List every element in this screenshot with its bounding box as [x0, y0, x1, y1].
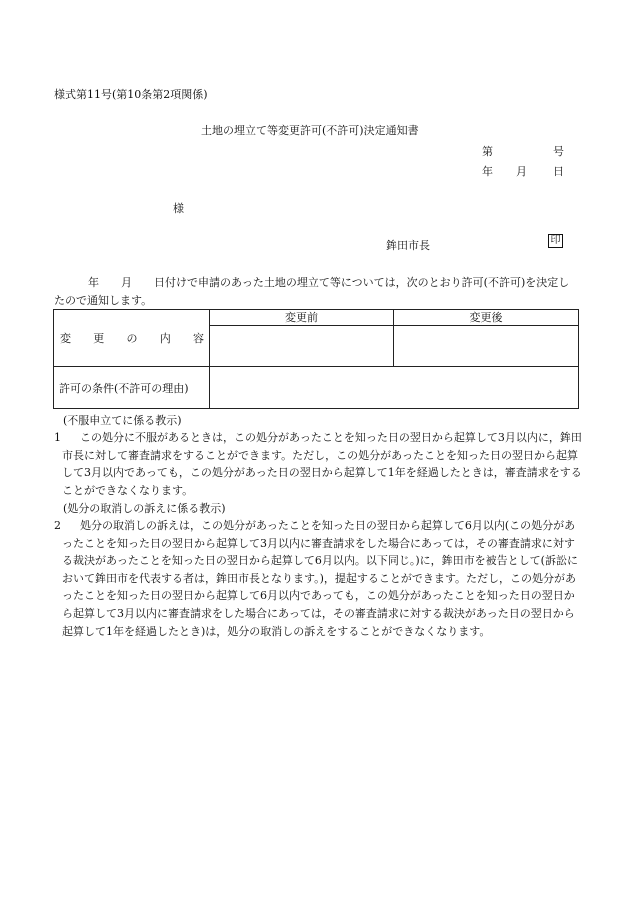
conditions-value-cell: [210, 367, 579, 409]
conditions-label-cell: [54, 367, 210, 409]
content-label-char: の: [126, 332, 138, 345]
item-number: 1: [54, 431, 61, 444]
body-paragraph: [54, 274, 579, 309]
date-day-label: 日: [553, 165, 564, 178]
body-year-label: 年: [88, 276, 99, 289]
instruction-item-2: [54, 517, 582, 640]
document-title: 土地の埋立て等変更許可(不許可)決定通知書: [201, 124, 419, 137]
content-label-char: 変: [60, 332, 71, 345]
date-year-label: 年: [482, 165, 493, 178]
content-label-char: 更: [93, 332, 105, 345]
number-suffix: 号: [553, 145, 564, 158]
body-month-label: 月: [121, 276, 132, 289]
content-label: [54, 330, 209, 346]
after-value-cell: [394, 326, 579, 367]
content-label-char: 容: [193, 332, 204, 345]
number-prefix: 第: [482, 145, 493, 158]
date-month-label: 月: [516, 165, 527, 178]
instruction-item-1: [54, 429, 582, 499]
item-text: この処分に不服があるときは，この処分があったことを知った日の翌日から起算して3月以内に，鉾田市長に対して審査請求をすることができます。ただし，この処分があったことを知った日の翌日から起算して3月以内であっても，この処分があった日の翌日から起算して1年を経過したときは，審査請求をすることができなくなります。: [62, 431, 582, 497]
after-header: 変更後: [394, 310, 579, 326]
conditions-label: 許可の条件(不許可の理由): [59, 381, 189, 395]
revocation-heading: (処分の取消しの訴えに係る教示): [63, 502, 226, 515]
seal-mark: 印: [548, 234, 563, 248]
before-header: 変更前: [210, 310, 394, 326]
before-value-cell: [210, 326, 394, 367]
item-text: 処分の取消しの訴えは，この処分があったことを知った日の翌日から起算して6月以内(この処分があったことを知った日の翌日から起算して3月以内に審査請求をした場合にあっては，その審査請求に対する裁決があったことを知った日の翌日から起算して6月以内。以下同じ。)に，鉾田市を被告として(訴訟において鉾田市を代表する者は，鉾田市長となります。)，提起することができます。ただし，この処分があったことを知った日の翌日から起算して6月以内であっても，この処分があったことを知った日の翌日から起算して3月以内に審査請求をした場合にあっては，その審査請求に対する裁決があった日の翌日から起算して1年を経過したとき)は，処分の取消しの訴えをすることができなくなります。: [62, 519, 578, 638]
issuer-name: 鉾田市長: [386, 239, 430, 252]
content-label-char: 内: [159, 332, 171, 345]
addressee-honorific: 様: [173, 202, 184, 215]
appeal-heading: (不服申立てに係る教示): [63, 414, 182, 427]
content-label-cell: [54, 310, 210, 367]
body-text: 日付けで申請のあった土地の埋立て等については，次のとおり許可(不許可)を決定したので通知します。: [54, 276, 570, 307]
change-table: [53, 309, 579, 409]
form-number: 様式第11号(第10条第2項関係): [54, 88, 208, 101]
item-number: 2: [54, 519, 61, 532]
